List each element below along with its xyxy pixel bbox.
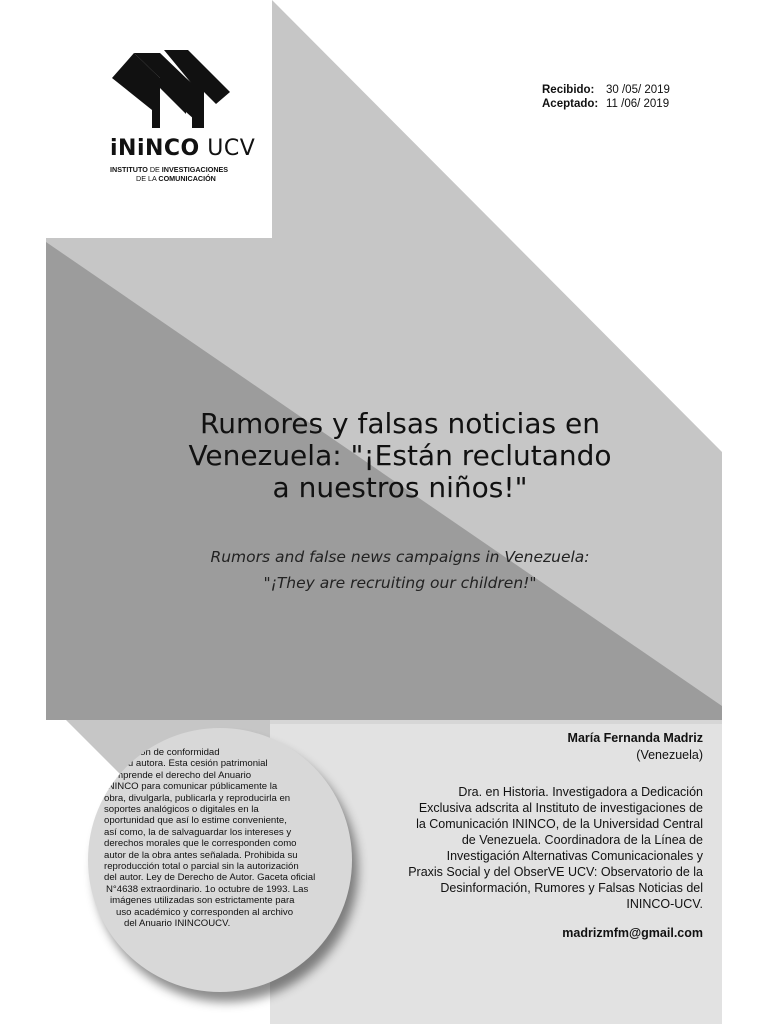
- accepted-date: Aceptado: 11 /06/ 2019: [542, 98, 670, 110]
- article-title: Rumores y falsas noticias en Venezuela: "¡Están reclutando a nuestros niños!": [188, 407, 612, 504]
- author-country: (Venezuela): [636, 748, 703, 762]
- license-text: © Publicación de conformidad con su autora. Esta cesión patrimonial comprende el derecho del Anuario ININCO para comunicar públicamente la obra, divulgarla, publicarla y reproducirla en soportes analógicos o digitales en la oportunidad que así lo estime conveniente, así como, la de salvaguardar los intereses y derechos morales que le corresponden como autor de la obra antes señalada. Prohibida su reproducción total o parcial sin la autorización del autor. Ley de Derecho de Autor. Gaceta oficial N°4638 extraordinario. 1o octubre de 1993. Las imágenes utilizadas son estrictamente para uso académico y corresponden al archivo del Anuario ININCOUCV.: [92, 747, 316, 930]
- logo-wordmark: iNiNCO UCV: [110, 136, 256, 161]
- author-email[interactable]: madrizmfm@gmail.com: [562, 926, 703, 940]
- author-info: [360, 730, 703, 940]
- author-name: María Fernanda Madriz: [567, 731, 703, 745]
- panel-shade: [270, 720, 722, 724]
- submission-dates: [542, 83, 670, 111]
- author-bio: Dra. en Historia. Investigadora a Dedicación Exclusiva adscrita al Instituto de investigaciones de la Comunicación ININCO, de la Universidad Central de Venezuela. Coordinadora de la Línea de Investigación Alternativas Comunicacionales y Praxis Social y del ObserVE UCV: Observatorio de la Desinformación, Rumores y Falsas Noticias del ININCO-UCV.: [408, 785, 703, 911]
- license-circle: [88, 728, 352, 992]
- article-subtitle-english: Rumors and false news campaigns in Venezuela: "¡They are recruiting our children!": [210, 548, 590, 592]
- received-date: Recibido: 30 /05/ 2019: [542, 84, 670, 96]
- ininco-logo-mark: [112, 48, 230, 128]
- logo-subtitle: INSTITUTO DE INVESTIGACIONES DE LA COMUNICACIÓN: [110, 165, 229, 183]
